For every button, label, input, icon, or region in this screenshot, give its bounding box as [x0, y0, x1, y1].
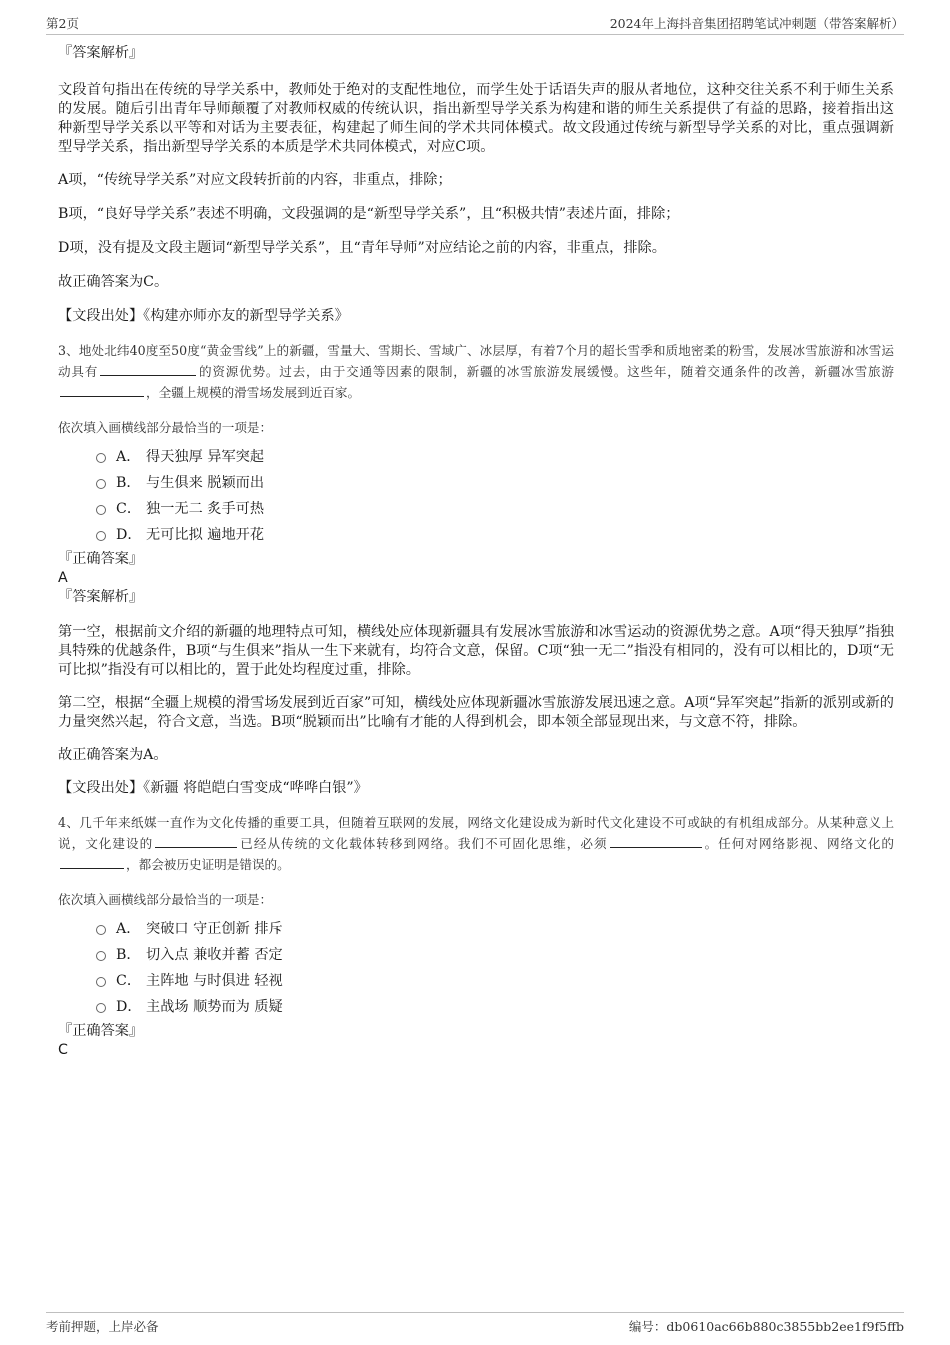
- correct-answer: C: [58, 1042, 68, 1058]
- analysis-option-d: D项，没有提及文段主题词“新型导学关系”，且“青年导师”对应结论之前的内容，非重点，排除。: [58, 240, 666, 256]
- page-header: [46, 14, 904, 35]
- radio-icon[interactable]: [96, 951, 106, 961]
- radio-icon[interactable]: [96, 977, 106, 987]
- correct-answer: A: [58, 570, 68, 586]
- option-b[interactable]: B． 切入点 兼收并蓄 否定: [96, 942, 894, 968]
- question-3: [58, 340, 894, 798]
- option-b[interactable]: B． 与生俱来 脱颖而出: [96, 470, 894, 496]
- option-d[interactable]: D． 无可比拟 遍地开花: [96, 522, 894, 548]
- analysis-label: 『答案解析』: [58, 589, 144, 605]
- question-4: [58, 812, 894, 1060]
- analysis-paragraph-1: 第一空，根据前文介绍的新疆的地理特点可知，横线处应体现新疆具有发展冰雪旅游和冰雪运动的资源优势之意。A项“得天独厚”指独具特殊的优越条件，B项“与生俱来”指从一生下来就有，均符合文意，保留。C项“独一无二”指没有相同的，没有可以相比的，D项“无可比拟”指没有可以相比的，置于此处均程度过重，排除。: [58, 624, 894, 678]
- answer-blank: [610, 834, 702, 848]
- page-content: [58, 44, 894, 1060]
- question-2-analysis: [58, 44, 894, 326]
- question-stem: 3、地处北纬40度至50度“黄金雪线”上的新疆，雪量大、雪期长、雪域广、冰层厚，有着7个月的超长雪季和质地密柔的粉雪，发展冰雪旅游和冰雪运动具有 的资源优势。过去，由于交通等因素的限制，新疆的冰雪旅游发展缓慢。这些年，随着交通条件的改善，新疆冰雪旅游，全疆上规模的滑雪场发展到近百家。: [58, 343, 895, 400]
- page-number: 第2页: [46, 16, 79, 31]
- radio-icon[interactable]: [96, 505, 106, 515]
- answer-blank: [155, 834, 237, 848]
- option-a[interactable]: A． 得天独厚 异军突起: [96, 444, 894, 470]
- option-c[interactable]: C． 独一无二 炙手可热: [96, 496, 894, 522]
- analysis-option-b: B项，“良好导学关系”表述不明确，文段强调的是“新型导学关系”，且“积极共情”表述片面，排除；: [58, 206, 680, 222]
- correct-answer-label: 『正确答案』: [58, 1023, 144, 1039]
- source-citation: 【文段出处】《新疆 将皑皑白雪变成“哗哗白银”》: [58, 780, 368, 796]
- correct-answer-label: 『正确答案』: [58, 551, 144, 567]
- answer-blank: [60, 383, 144, 397]
- option-c[interactable]: C． 主阵地 与时俱进 轻视: [96, 968, 894, 994]
- radio-icon[interactable]: [96, 531, 106, 541]
- page-footer: [46, 1312, 904, 1334]
- footer-slogan: 考前押题，上岸必备: [46, 1319, 159, 1334]
- radio-icon[interactable]: [96, 479, 106, 489]
- answer-blank: [60, 855, 124, 869]
- radio-icon[interactable]: [96, 1003, 106, 1013]
- source-citation: 【文段出处】《构建亦师亦友的新型导学关系》: [58, 308, 349, 324]
- analysis-paragraph-2: 第二空，根据“全疆上规模的滑雪场发展到近百家”可知，横线处应体现新疆冰雪旅游发展迅速之意。A项“异军突起”指新的派别或新的力量突然兴起，符合文意，当选。B项“脱颖而出”比喻有才能的人得到机会，即本领全部显现出来，与文意不符，排除。: [58, 695, 894, 730]
- option-d[interactable]: D． 主战场 顺势而为 质疑: [96, 994, 894, 1020]
- option-list: [96, 444, 894, 548]
- question-instruction: 依次填入画横线部分最恰当的一项是：: [58, 892, 273, 907]
- analysis-option-a: A项，“传统导学关系”对应文段转折前的内容，非重点，排除；: [58, 172, 452, 188]
- analysis-label: 『答案解析』: [58, 45, 144, 61]
- document-title: 2024年上海抖音集团招聘笔试冲刺题（带答案解析）: [609, 16, 904, 31]
- analysis-conclusion: 故正确答案为C。: [58, 274, 169, 290]
- option-a[interactable]: A． 突破口 守正创新 排斥: [96, 916, 894, 942]
- option-list: [96, 916, 894, 1020]
- question-instruction: 依次填入画横线部分最恰当的一项是：: [58, 420, 273, 435]
- radio-icon[interactable]: [96, 453, 106, 463]
- question-stem: 4、几千年来纸媒一直作为文化传播的重要工具，但随着互联网的发展，网络文化建设成为新时代文化建设不可或缺的有机组成部分。从某种意义上说，文化建设的 已经从传统的文化载体转移到网络。我们不可固化思维，必须 。任何对网络影视、网络文化的，都会被历史证明是错误的。: [58, 815, 895, 872]
- document-serial: 编号：db0610ac66b880c3855bb2ee1f9f5ffb: [628, 1319, 904, 1334]
- analysis-conclusion: 故正确答案为A。: [58, 747, 168, 763]
- answer-blank: [100, 362, 196, 376]
- radio-icon[interactable]: [96, 925, 106, 935]
- analysis-paragraph: 文段首句指出在传统的导学关系中，教师处于绝对的支配性地位，而学生处于话语失声的服从者地位，这种交往关系不利于师生关系的发展。随后引出青年导师颠覆了对教师权威的传统认识，指出新型导学关系为构建和谐的师生关系提供了有益的思路，接着指出这种新型导学关系以平等和对话为主要表征，构建起了师生间的学术共同体模式。故文段通过传统与新型导学关系的对比，重点强调新型导学关系，指出新型导学关系的本质是学术共同体模式，对应C项。: [58, 82, 894, 155]
